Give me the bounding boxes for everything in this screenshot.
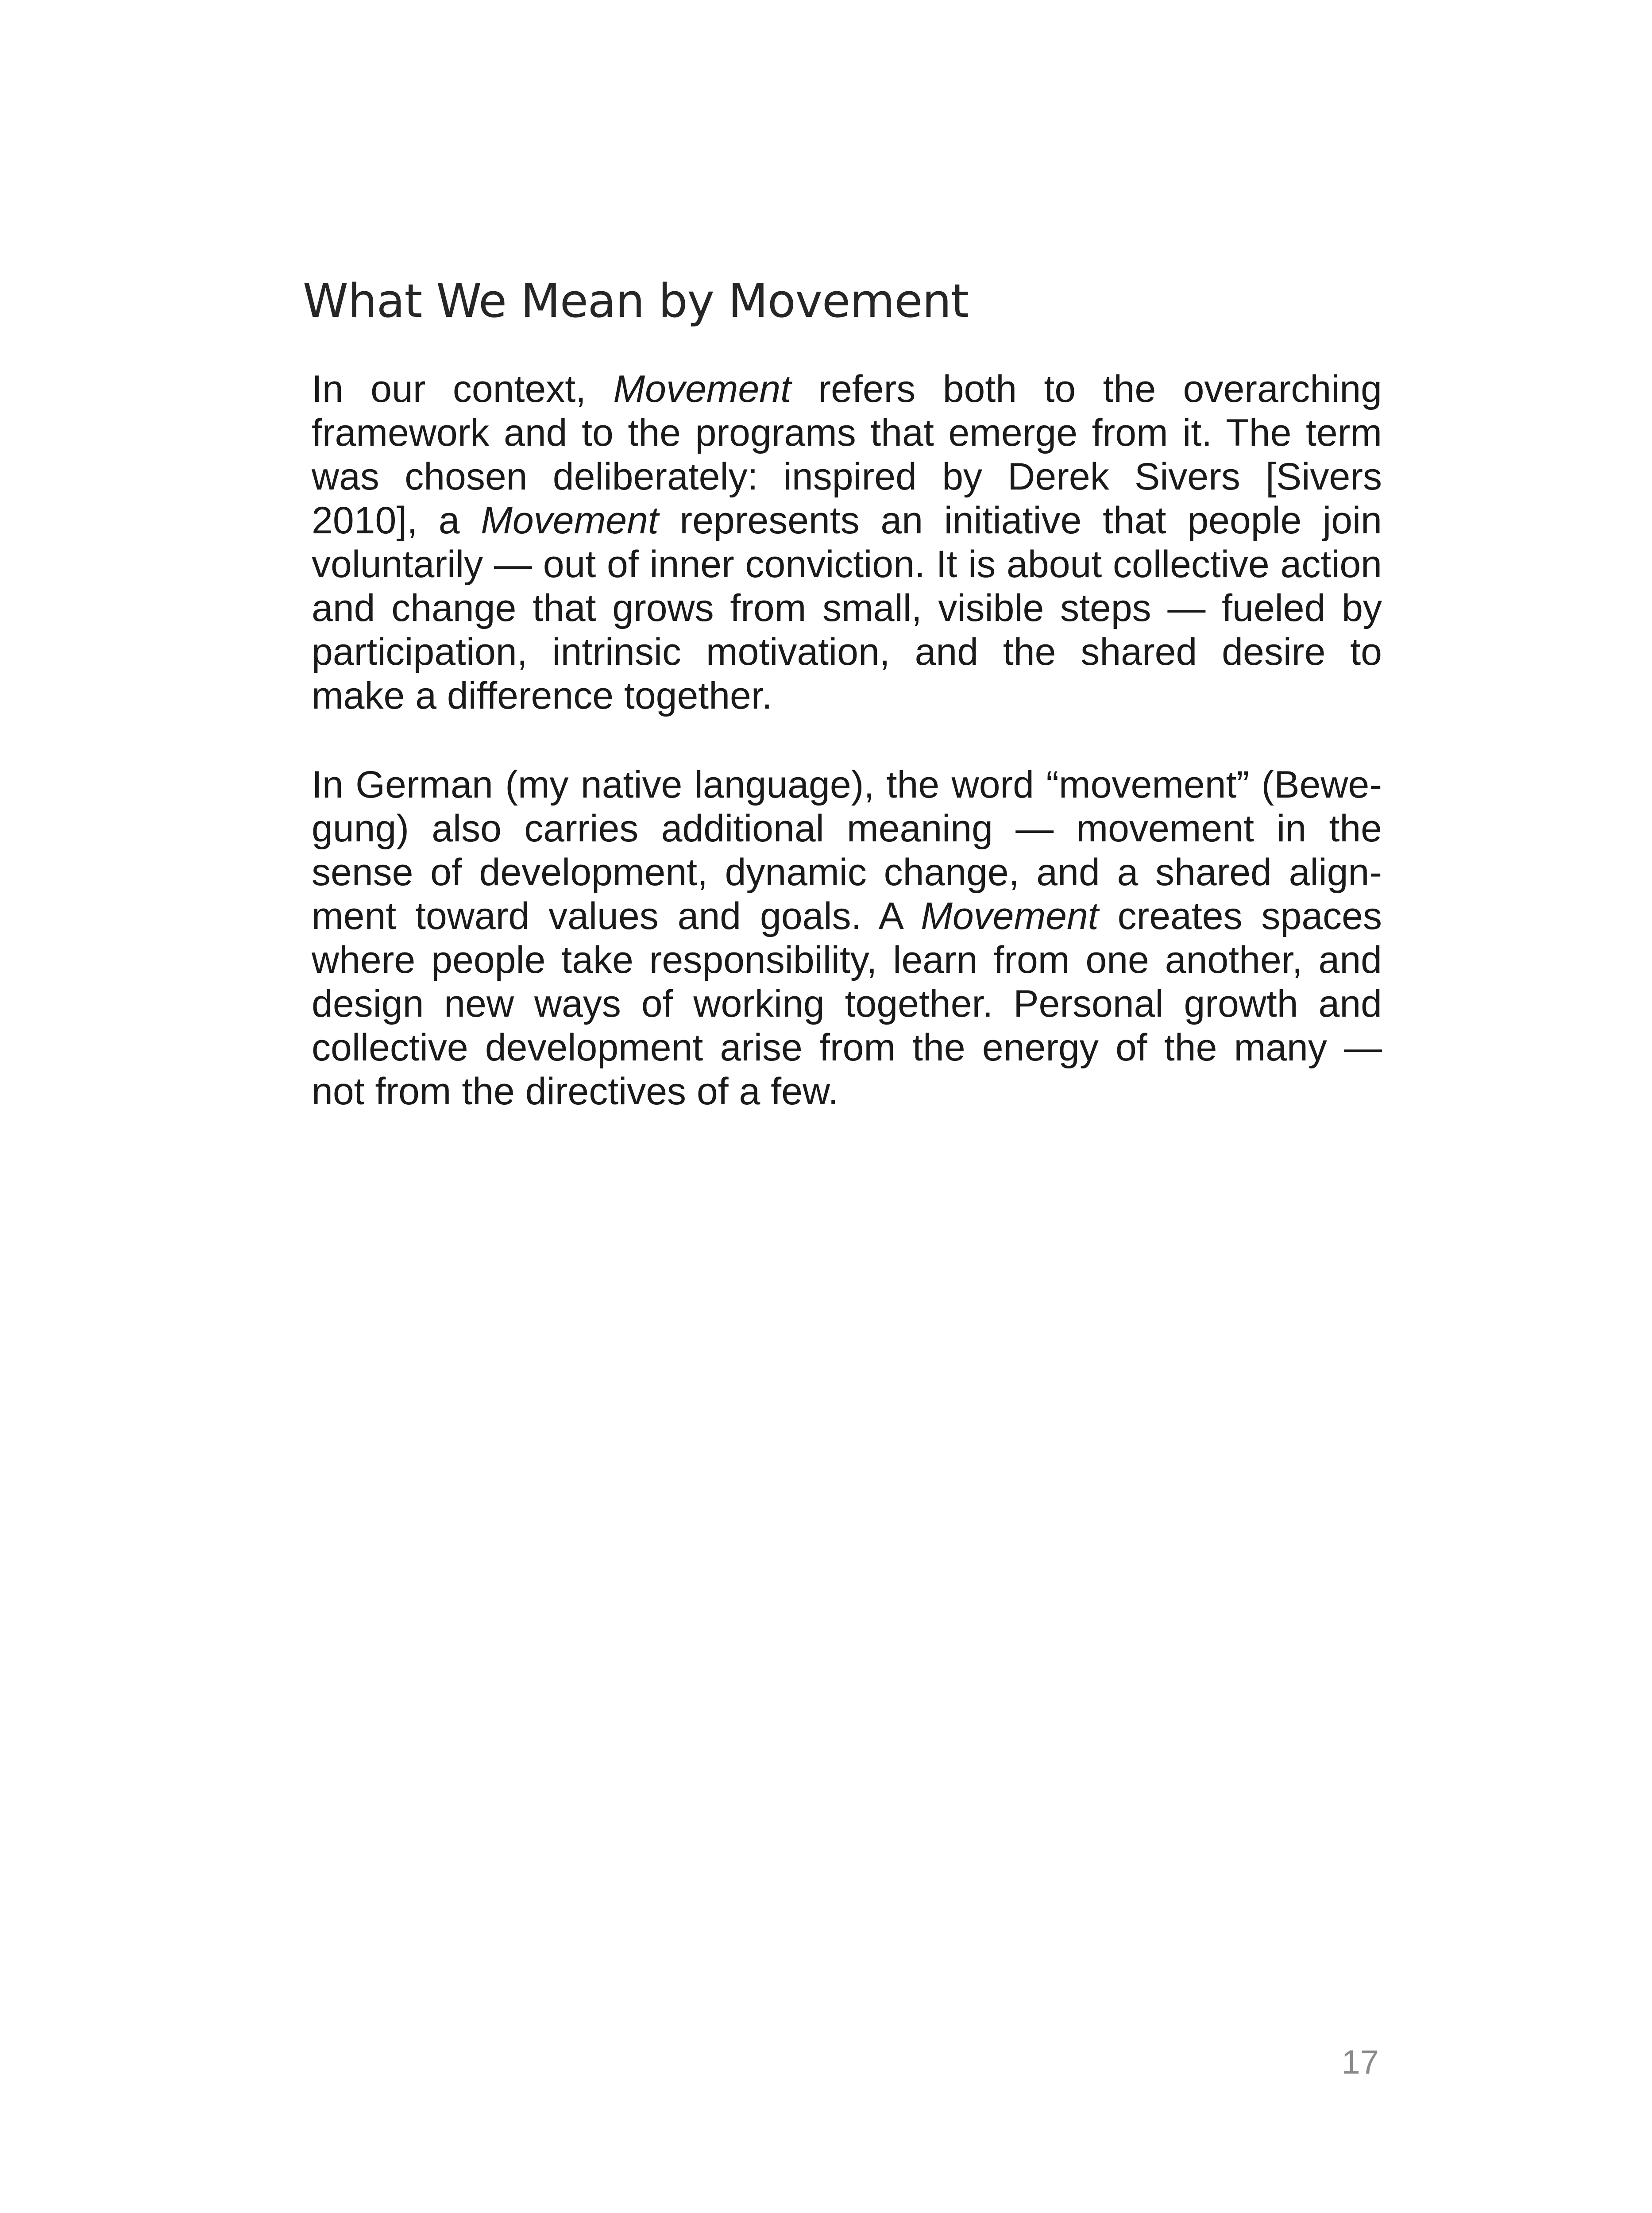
paragraph-1-emphasis-2: Movement (481, 499, 659, 542)
paragraph-2-emphasis-1: Movement (921, 895, 1099, 937)
page-number: 17 (1341, 2043, 1379, 2081)
section-heading: What We Mean by Movement (303, 274, 969, 328)
paragraph-2-text-2: creates spaces where people take responsibility, learn from one another, and design new ways of working together. Personal growth and collective development arise from the energy of the many — not from the directives of a few. (312, 895, 1382, 1113)
paragraph-1-text-1: In our context, (312, 368, 614, 410)
paragraph-1-text-3: represents an initiative that people join voluntarily — out of inner conviction. It is about collective action and change that grows from small, visible steps — fueled by participation, intrinsic motivation, and the shared desire to make a difference together. (312, 499, 1382, 717)
paragraph-1-text-2: refers both to the overarching framework and to the programs that emerge from it. The term was chosen deliberately: inspired by Derek Sivers [Sivers 2010], a (312, 368, 1382, 542)
paragraph-1 (312, 367, 1382, 718)
paragraph-1-emphasis-1: Movement (613, 368, 791, 410)
paragraph-2-text-1: In German (my native language), the word “movement” (Bewegung) also carries additional meaning — movement in the sense of development, dynamic change, and a shared alignment toward values and goals. A (312, 763, 1382, 937)
paragraph-2 (312, 763, 1382, 1114)
